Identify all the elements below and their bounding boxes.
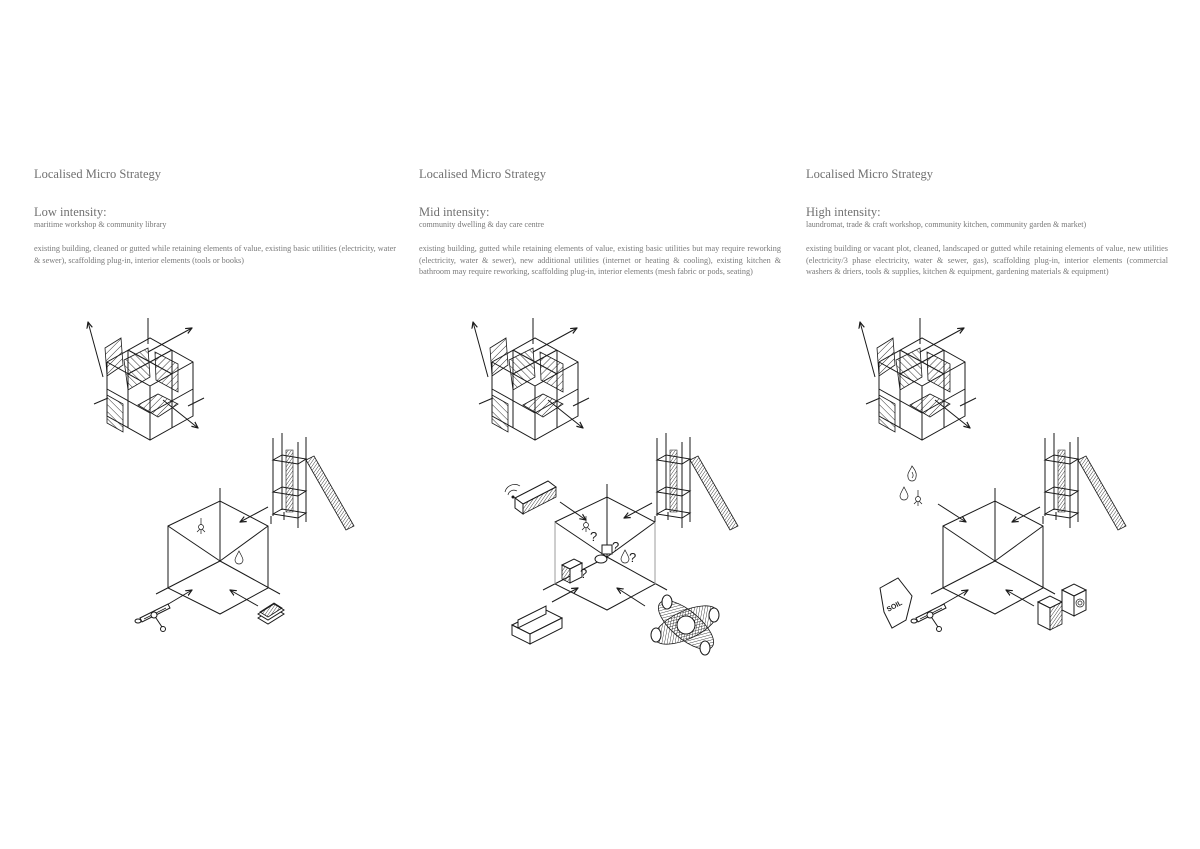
house-axonometric-icon [473,318,589,440]
plug-in-arrow [552,588,578,602]
strategy-description: existing building, cleaned or gutted while retaining elements of value, existing basic utilities (electricity, water & sewer), scaffolding plug-in, interior elements (tools or books) [34,244,396,265]
question-mark: ? [612,539,620,554]
books-icon [258,603,284,624]
toilet-icon [595,545,612,563]
plug-in-arrow [1012,507,1040,522]
washer-icon [1062,584,1086,616]
wifi-heater-icon [505,481,556,514]
water-drop-icon [900,487,908,500]
plug-in-arrow [938,504,966,522]
strategy-description: existing building, gutted while retaining elements of value, existing basic utilities but may require reworking (electricity, water & sewer), new additional utilities (internet or heating & cooling), existing kitchen & bathroom may require reworking, scaffolding plug-in, interior elements (mesh fabric or pods, seating) [419,244,781,276]
program-subtitle: maritime workshop & community library [34,220,167,229]
question-mark: ? [590,529,598,544]
oven-icon [1038,596,1062,630]
panel-heading: Localised Micro Strategy [806,167,934,181]
water-drop-icon [621,550,629,563]
plug-in-arrow [230,590,258,606]
lightbulb-icon [197,518,205,534]
scaffolding-stair-icon [271,433,354,530]
wrench-icon [927,612,942,632]
flame-icon [908,466,916,481]
question-mark: ? [580,566,588,581]
intensity-title: High intensity: [806,205,881,219]
plug-in-arrow [1006,590,1034,606]
soil-bag-icon [880,578,912,628]
scaffolding-stair-icon [1043,433,1126,530]
panel-heading: Localised Micro Strategy [34,167,162,181]
question-mark: ? [629,550,637,565]
plug-in-arrow [624,503,652,518]
house-axonometric-icon [860,318,976,440]
room-cube [156,488,280,614]
lightbulb-icon [914,490,922,506]
house-axonometric-icon [88,318,204,440]
intensity-title: Mid intensity: [419,205,490,219]
intensity-title: Low intensity: [34,205,107,219]
stove-icon [562,559,582,583]
plug-in-arrow [240,507,268,522]
scaffolding-stair-icon [655,433,738,530]
strategy-description: existing building or vacant plot, cleaned, landscaped or gutted while retaining elements of value, new utilities (electricity/3 phase electricity, water & sewer, gas), scaffolding plug-in, interior elements (commercial washers & driers, tools & supplies, kitchen & equipment, gardening materials & equipment) [806,244,1168,276]
soil-label: SOIL [885,599,904,614]
room-cube [931,488,1055,614]
program-subtitle: laundromat, trade & craft workshop, community kitchen, community garden & market) [806,220,1087,229]
panel-heading: Localised Micro Strategy [419,167,547,181]
wrench-icon [151,612,166,632]
plug-in-arrow [617,588,645,606]
program-subtitle: community dwelling & day care centre [419,220,545,229]
water-drop-icon [235,551,243,564]
sofa-icon [512,606,562,644]
mesh-pod-icon [649,592,722,657]
